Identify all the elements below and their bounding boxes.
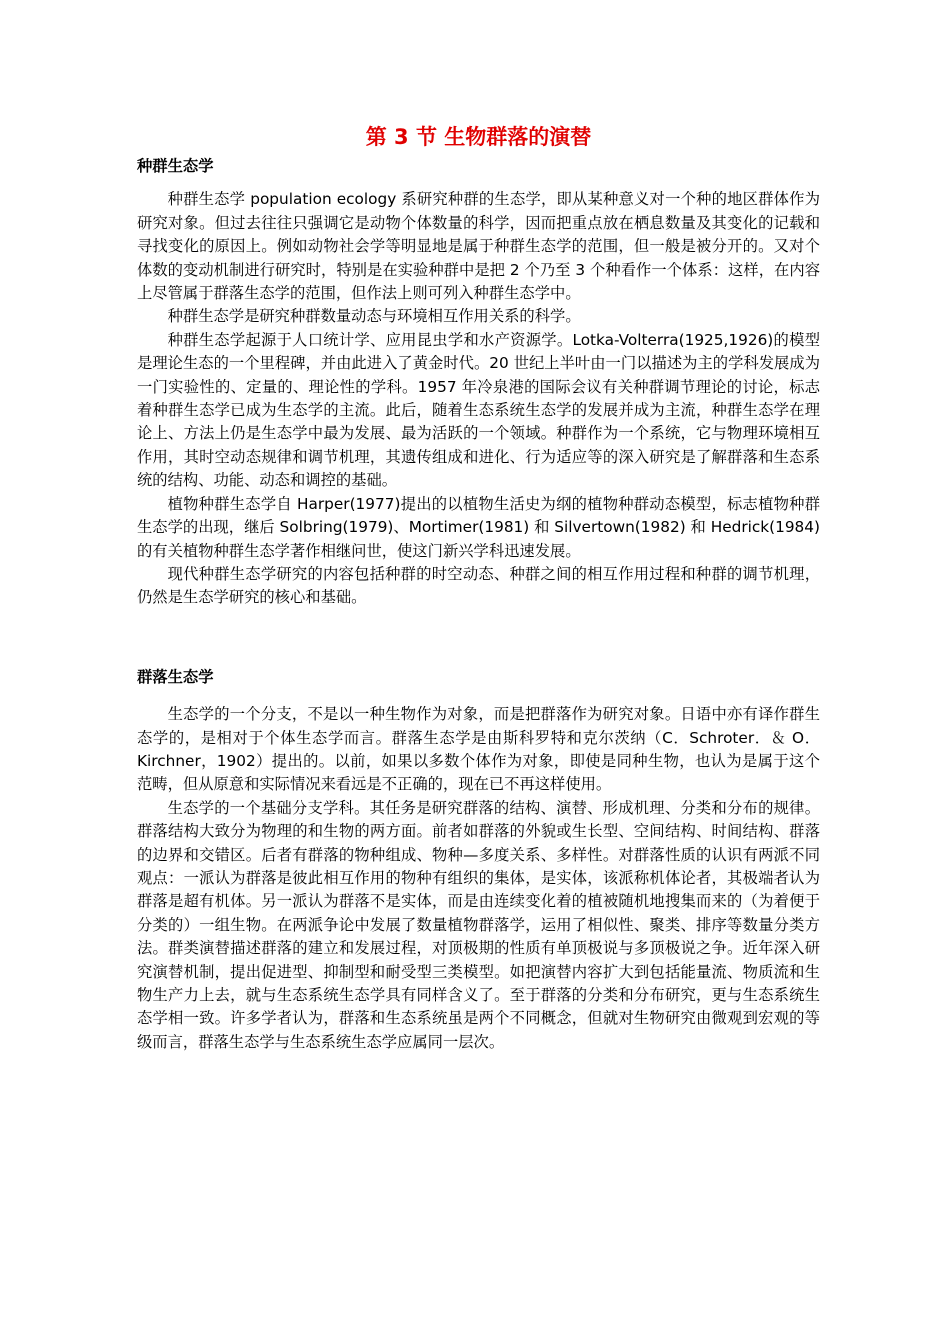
section-heading: 种群生态学 [137,157,214,175]
paragraph: 生态学的一个基础分支学科。其任务是研究群落的结构、演替、形成机理、分类和分布的规律。群落结构大致分为物理的和生物的两方面。前者如群落的外貌或生长型、空间结构、时间结构、群落的边界和交错区。后者有群落的物种组成、物种—多度关系、多样性。对群落性质的认识有两派不同观点：一派认为群落是彼此相互作用的物种有组织的集体，是实体，该派称机体论者，其极端者认为群落是超有机体。另一派认为群落不是实体，而是由连续变化着的植被随机地搜集而来的（为着便于分类的）一组生物。在两派争论中发展了数量植物群落学，运用了相似性、聚类、排序等数量分类方法。群类演替描述群落的建立和发展过程，对顶极期的性质有单顶极说与多顶极说之争。近年深入研究演替机制，提出促进型、抑制型和耐受型三类模型。如把演替内容扩大到包括能量流、物质流和生物生产力上去，就与生态系统生态学具有同样含义了。至于群落的分类和分布研究，更与生态系统生态学相一致。许多学者认为，群落和生态系统虽是两个不同概念，但就对生物研究由微观到宏观的等级而言，群落生态学与生态系统生态学应属同一层次。 [137,798,820,1051]
paragraph: 植物种群生态学自 Harper(1977)提出的以植物生活史为纲的植物种群动态模型，标志植物种群生态学的出现，继后 Solbring(1979)、Mortimer(1981) 和 Silvertown(1982) 和 Hedrick(1984)的有关植物种群生态学著作相继问世，使这门新兴学科迅速发展。 [137,494,820,560]
document-content [137,118,820,1054]
paragraph: 生态学的一个分支，不是以一种生物作为对象，而是把群落作为研究对象。日语中亦有译作群生态学的，是相对于个体生态学而言。群落生态学是由斯科罗特和克尔茨纳（C．Schroter．＆ O．Kirchner，1902）提出的。以前，如果以多数个体作为对象，即使是同种生物，也认为是属于这个范畴，但从原意和实际情况来看远是不正确的，现在已不再这样使用。 [137,705,820,794]
page-title: 第 3 节 生物群落的演替 [365,125,592,149]
section-spacer [137,610,820,666]
paragraph: 现代种群生态学研究的内容包括种群的时空动态、种群之间的相互作用过程和种群的调节机理，仍然是生态学研究的核心和基础。 [137,564,820,607]
paragraph: 种群生态学是研究种群数量动态与环境相互作用关系的科学。 [167,307,581,326]
paragraph: 种群生态学 population ecology 系研究种群的生态学，即从某种意义对一个种的地区群体作为研究对象。但过去往往只强调它是动物个体数量的科学，因而把重点放在栖息数量及其变化的记载和寻找变化的原因上。例如动物社会学等明显地是属于种群生态学的范围，但一般是被分开的。又对个体数的变动机制进行研究时，特别是在实验种群中是把 2 个乃至 3 个种看作一个体系：这样，在内容上尽管属于群落生态学的范围，但作法上则可列入种群生态学中。 [137,190,820,303]
paragraph: 种群生态学起源于人口统计学、应用昆虫学和水产资源学。Lotka-Volterra(1925,1926)的模型是理论生态的一个里程碑，并由此进入了黄金时代。20 世纪上半叶由一门以描述为主的学科发展成为一门实验性的、定量的、理论性的学科。1957 年冷泉港的国际会议有关种群调节理论的讨论，标志着种群生态学已成为生态学的主流。此后，随着生态系统生态学的发展并成为主流，种群生态学在理论上、方法上仍是生态学中最为发展、最为活跃的一个领域。种群作为一个系统，它与物理环境相互作用，其时空动态规律和调节机理，其遗传组成和进化、行为适应等的深入研究是了解群落和生态系统的结构、功能、动态和调控的基础。 [137,330,820,490]
section-heading: 群落生态学 [137,667,214,686]
section-community-ecology [137,666,820,1055]
section-population-ecology [137,155,820,610]
